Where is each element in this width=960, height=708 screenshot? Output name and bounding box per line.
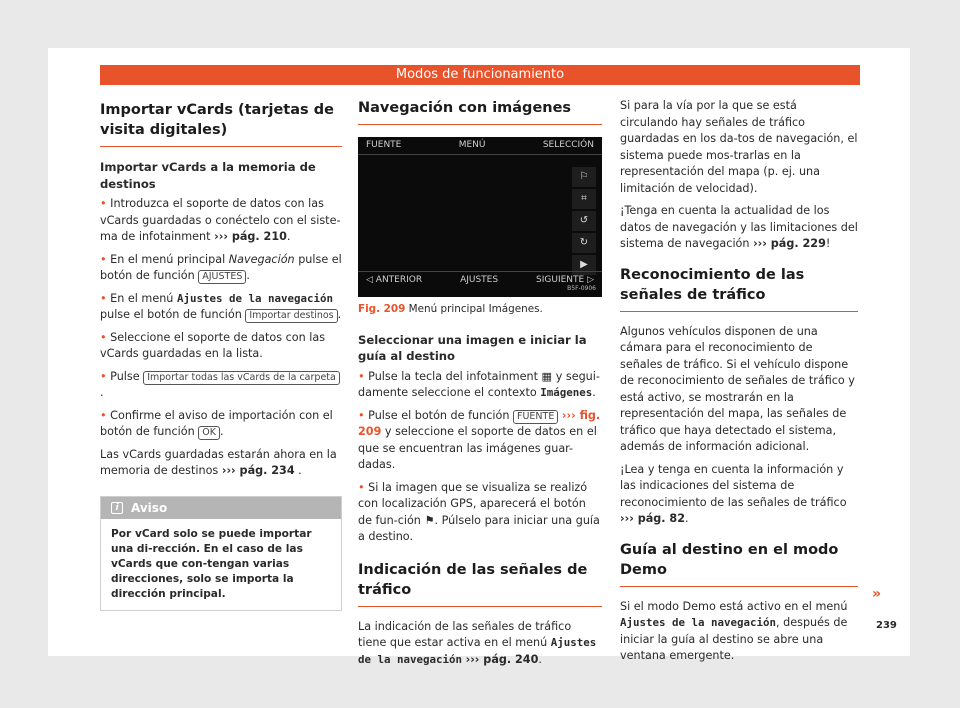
step-3: • En el menú Ajustes de la navegación pulse el botón de función Importar destinos . — [100, 291, 342, 321]
menu-key-icon: ▦ — [541, 369, 553, 383]
step-3: • Si la imagen que se visualiza se realizó con localización GPS, aparecerá el botón de fun-ción ⚑. Púlselo para iniciar una guía a destino. — [358, 480, 600, 543]
bullet-icon: • — [358, 369, 365, 383]
paragraph-5: Si el modo Demo está activo en el menú Ajustes de la navegación, después de iniciar la guía al destino se abre una ventana emergente. — [620, 599, 848, 662]
key-fuente: FUENTE — [513, 410, 558, 424]
key-import-all: Importar todas las vCards de la carpeta — [143, 371, 340, 385]
play-icon: ▶ — [572, 255, 596, 275]
subheading-select-image: Seleccionar una imagen e iniciar la guía al destino — [358, 332, 587, 363]
page-link[interactable]: ››› pág. 82 — [620, 512, 686, 525]
bullet-icon: • — [100, 408, 107, 422]
rotate-left-icon: ↺ — [572, 211, 596, 231]
figure-caption: Fig. 209 Menú principal Imágenes. — [358, 303, 543, 315]
step-1: • Introduzca el soporte de datos con las vCards guardadas o conéctelo con el siste-ma de infotainment ››› pág. 210. — [100, 197, 341, 243]
flag-icon: ⚐ — [572, 167, 596, 187]
fit-icon: ⌗ — [572, 189, 596, 209]
bullet-icon: • — [358, 408, 365, 422]
closing-text: Las vCards guardadas estarán ahora en la memoria de destinos ››› pág. 234 . — [100, 447, 337, 477]
heading-traffic-signs: Indicación de las señales de tráfico — [358, 560, 602, 607]
bullet-icon: • — [100, 197, 107, 210]
section-banner: Modos de funcionamiento — [100, 65, 860, 85]
note-header: i Aviso — [101, 497, 341, 520]
bullet-icon: • — [100, 330, 107, 344]
step-4: • Seleccione el soporte de datos con las vCards guardadas en la lista. — [100, 330, 326, 360]
destination-flag-icon: ⚑ — [424, 513, 435, 527]
step-5: • Pulse Importar todas las vCards de la carpeta. — [100, 369, 342, 402]
figure-link[interactable]: ››› fig. 209 — [358, 408, 601, 438]
rotate-right-icon: ↻ — [572, 233, 596, 253]
page-link[interactable]: ››› pág. 210 — [214, 230, 287, 243]
step-1: • Pulse la tecla del infotainment ▦ y segui-damente seleccione el contexto Imágenes. — [358, 369, 600, 399]
subheading-import: Importar vCards a la memoria de destinos — [100, 160, 316, 191]
paragraph-2: ¡Tenga en cuenta la actualidad de los datos de navegación y las limitaciones del sistema de navegación ››› pág. 229! — [620, 204, 858, 250]
column-2 — [358, 98, 602, 674]
heading-nav-images: Navegación con imágenes — [358, 98, 602, 125]
paragraph-1: Si para la vía por la que se está circulando hay señales de tráfico guardadas en los da-tos de navegación, el sistema puede mos-trarlas en la representación del mapa (p. ej. una limitación de velocidad). — [620, 99, 858, 195]
page-link[interactable]: ››› pág. 240 — [465, 652, 539, 666]
column-3 — [620, 98, 858, 671]
note-body: Por vCard solo se puede importar una di-rección. En el caso de las vCards que con-tengan varias direcciones, solo se importa la dirección principal. — [111, 528, 312, 600]
step-6: • Confirme el aviso de importación con el botón de función OK . — [100, 408, 333, 438]
screen-side-buttons — [572, 167, 596, 277]
heading-import-vcards: Importar vCards (tarjetas de visita digitales) — [100, 98, 342, 147]
page-link[interactable]: ››› pág. 229 — [753, 237, 826, 250]
key-ajustes: AJUSTES — [198, 270, 246, 284]
key-ok: OK — [198, 426, 220, 440]
figure-code: B5F-0906 — [567, 284, 596, 292]
note-box — [100, 496, 342, 612]
column-1 — [100, 98, 342, 611]
traffic-signs-text: La indicación de las señales de tráfico tiene que estar activa en el menú Ajustes de la navegación ››› pág. 240. — [358, 619, 597, 666]
bullet-icon: • — [358, 480, 365, 494]
bullet-icon: • — [100, 252, 107, 266]
screen-bottom-bar: ◁ ANTERIOR AJUSTES SIGUIENTE ▷ — [358, 271, 602, 289]
heading-demo-mode: Guía al destino en el modo Demo — [620, 540, 858, 587]
key-import-destinations: Importar destinos — [245, 309, 337, 323]
step-2: • En el menú principal Navegación pulse el botón de función AJUSTES . — [100, 252, 342, 282]
paragraph-4: ¡Lea y tenga en cuenta la información y las indicaciones del sistema de reconocimiento de las señales de tráfico ››› pág. 82. — [620, 462, 847, 525]
infotainment-screen-figure — [358, 137, 602, 297]
continue-mark: » — [872, 586, 882, 602]
bullet-icon: • — [100, 291, 107, 305]
paragraph-3: Algunos vehículos disponen de una cámara para el reconocimiento de señales de tráfico. Si el vehículo dispone de reconocimiento de señales de tráfico y está activo, se mostrarán en la representación del mapa, las señales de tráfico que haya detectado el sistema, además de información adicional. — [620, 324, 855, 453]
heading-sign-recognition: Reconocimiento de las señales de tráfico — [620, 265, 858, 312]
screen-top-bar: FUENTE MENÚ SELECCIÓN — [358, 137, 602, 155]
step-2: • Pulse el botón de función FUENTE ››› fig. 209 y seleccione el soporte de datos en el que se encuentran las imágenes guar-dadas. — [358, 408, 601, 471]
bullet-icon: • — [100, 369, 107, 383]
page-link[interactable]: ››› pág. 234 — [221, 464, 295, 477]
info-icon: i — [111, 502, 123, 514]
page-number: 239 — [876, 620, 897, 631]
